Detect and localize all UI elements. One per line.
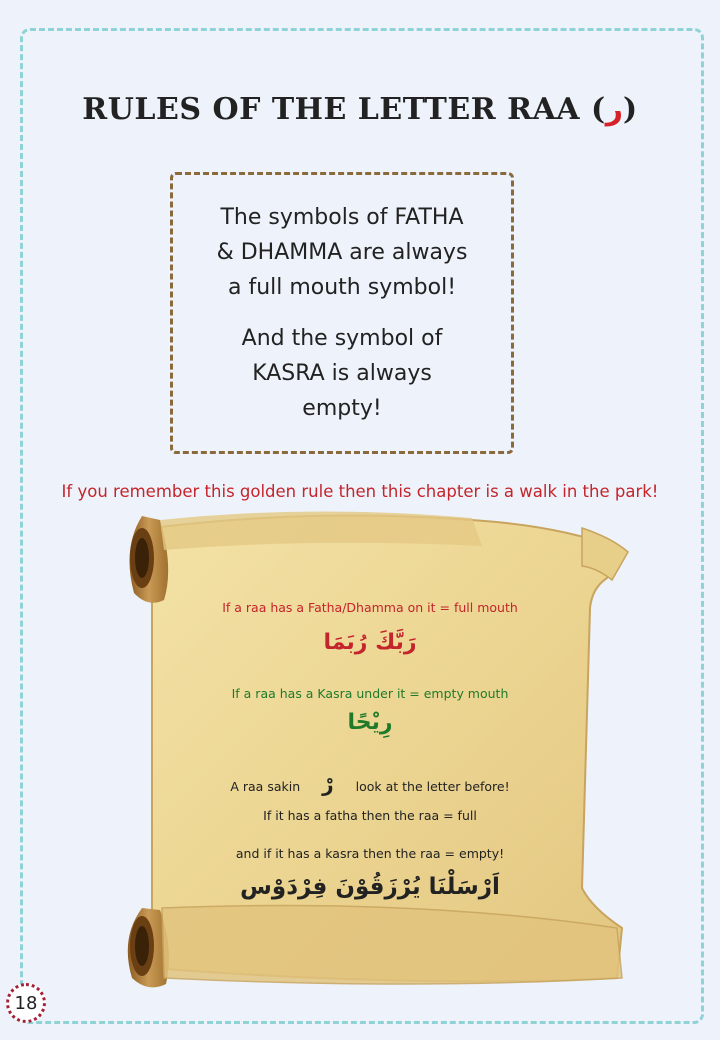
full-mouth-rule: If a raa has a Fatha/Dhamma on it = full mouth	[222, 600, 518, 615]
raa-sakin-line	[140, 772, 600, 796]
golden-rule-text: If you remember this golden rule then this chapter is a walk in the park!	[61, 482, 659, 501]
full-mouth-examples: رَبَّكَ رُبَمَا	[323, 630, 417, 655]
title-text: RULES OF THE LETTER RAA (	[82, 92, 606, 127]
raa-sakin-examples: اَرْسَلْنَا يُرْزَقُوْنَ فِرْدَوْس	[240, 874, 500, 900]
title-close: )	[623, 92, 638, 127]
page-title	[0, 92, 720, 127]
raa-sakin-letter: رْ	[322, 772, 334, 796]
empty-mouth-rule: If a raa has a Kasra under it = empty mouth	[231, 686, 509, 701]
empty-mouth-example: رِيْحًا	[347, 710, 393, 735]
raa-sakin-instruction: look at the letter before!	[355, 779, 510, 794]
parchment-scroll	[112, 508, 632, 998]
rule-fatha-dhamma: The symbols of FATHA & DHAMMA are always a full mouth symbol!	[216, 205, 468, 300]
kasra-before-rule: and if it has a kasra then the raa = empty!	[235, 846, 505, 861]
fatha-before-rule: If it has a fatha then the raa = full	[263, 808, 477, 823]
rule-box	[170, 172, 514, 454]
page-number: 18	[6, 983, 46, 1023]
title-raa-letter: ر	[605, 92, 623, 127]
scroll-illustration	[112, 508, 632, 998]
rule-kasra: And the symbol of KASRA is always empty!	[241, 326, 443, 421]
raa-sakin-label: A raa sakin	[230, 779, 301, 794]
